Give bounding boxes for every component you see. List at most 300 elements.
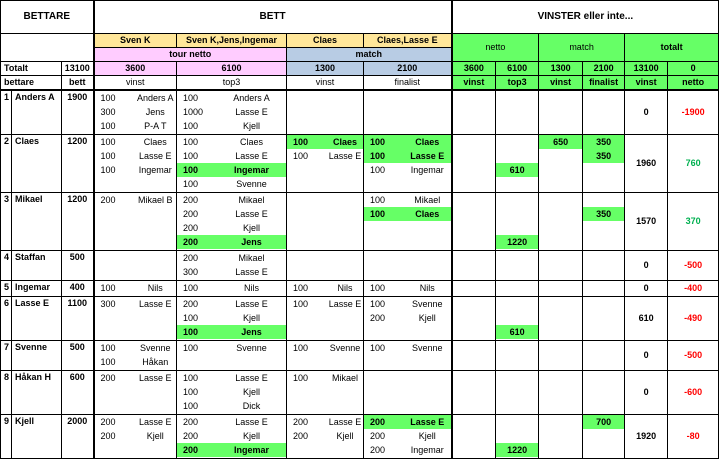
bettor-name-value: Staffan	[15, 252, 46, 262]
stake-amount: 100	[100, 137, 116, 147]
bet-top3-entry	[177, 281, 286, 295]
win-total	[625, 281, 668, 297]
stake-amount: 100	[370, 209, 386, 219]
bettor-nr	[1, 281, 12, 297]
win-total	[625, 251, 668, 281]
bet-finalist-entry	[364, 297, 451, 311]
bettor-bet	[62, 415, 94, 459]
stake-amount: 100	[183, 387, 199, 397]
bettor-name-value: Kjell	[15, 416, 35, 426]
bettor-bet-value: 1200	[67, 194, 88, 204]
stake-amount: 200	[100, 431, 116, 441]
bettor-bet-value: 600	[69, 372, 85, 382]
bet-top3-entry	[177, 221, 286, 235]
stake-amount: 100	[183, 165, 199, 175]
bettor-name-value: Svenne	[15, 342, 48, 352]
bettor-row	[1, 135, 719, 193]
bet-top3	[177, 341, 287, 371]
win-top3-value: 1220	[496, 443, 538, 457]
win-top3	[496, 341, 539, 371]
bet-vinst	[94, 193, 177, 251]
win-vinst	[452, 281, 496, 297]
bettor-row	[1, 371, 719, 415]
bet-top3-entry	[177, 91, 286, 105]
win-total-value: 1960	[636, 158, 657, 168]
stake-amount: 100	[183, 327, 199, 337]
win-top3	[496, 281, 539, 297]
pick-name: Svenne	[412, 343, 443, 353]
bettor-row	[1, 341, 719, 371]
bettor-bet-value: 1200	[67, 136, 88, 146]
bettor-bet-value: 500	[69, 342, 85, 352]
stake-amount: 100	[370, 343, 386, 353]
win-top3	[496, 135, 539, 193]
win-pool-total: 13100	[625, 62, 668, 76]
bet-match-vinst	[287, 193, 364, 251]
totals-label: Totalt	[1, 62, 62, 76]
win-netto-value: -1900	[681, 107, 705, 117]
bet-top3	[177, 135, 287, 193]
win-group-netto: netto	[452, 34, 539, 62]
win-finalist-value: 350	[583, 135, 624, 149]
stake-amount: 100	[100, 343, 116, 353]
pick-name: Lasse E	[235, 417, 268, 427]
win-netto-value: -400	[684, 283, 703, 293]
stake-amount: 100	[183, 137, 199, 147]
bettor-nr-value: 2	[4, 136, 10, 146]
bet-vinst-entry	[95, 297, 177, 311]
win-group-match: match	[539, 34, 625, 62]
stake-amount: 100	[183, 401, 199, 411]
win-pool-4: 2100	[583, 62, 625, 76]
pick-name: Lasse E	[139, 373, 172, 383]
bettor-bet	[62, 297, 94, 341]
bet-finalist	[364, 341, 452, 371]
stake-amount: 100	[293, 137, 309, 147]
bet-top3	[177, 193, 287, 251]
bet-person-1: Sven K	[94, 34, 177, 48]
pick-name: Claes	[143, 137, 167, 147]
win-vinst	[452, 371, 496, 415]
bet-match-vinst-entry	[287, 297, 363, 311]
pick-name: P-A T	[144, 121, 167, 131]
stake-amount: 100	[183, 179, 199, 189]
bettor-name	[12, 281, 62, 297]
bettor-bet-value: 400	[69, 282, 85, 292]
pick-name: Lasse E	[139, 151, 172, 161]
win-top3	[496, 297, 539, 341]
win-finalist	[583, 251, 625, 281]
bet-vinst-entry	[95, 281, 177, 295]
bet-top3-entry	[177, 399, 286, 413]
win-total-value: 0	[643, 107, 649, 117]
win-pool-netto: 0	[668, 62, 719, 76]
bet-vinst-entry	[95, 105, 177, 119]
pick-name: Jens	[241, 237, 262, 247]
bet-match-vinst	[287, 135, 364, 193]
bet-top3-entry	[177, 163, 286, 177]
pick-name: Kjell	[336, 431, 354, 441]
stake-amount: 100	[100, 165, 116, 175]
bet-person-3: Claes	[287, 34, 364, 48]
pick-name: Mikael	[238, 253, 265, 263]
bet-vinst-entry	[95, 429, 177, 443]
win-netto-value: 370	[685, 216, 701, 226]
win-vinst	[452, 415, 496, 459]
win-total-value: 0	[643, 350, 649, 360]
bet-match-vinst-entry	[287, 135, 363, 149]
bet-finalist-entry	[364, 415, 451, 429]
win-finalist	[583, 371, 625, 415]
win-netto	[668, 251, 719, 281]
stake-amount: 300	[100, 107, 116, 117]
bet-top3-entry	[177, 443, 286, 457]
win-finalist	[583, 297, 625, 341]
bettor-name	[12, 193, 62, 251]
bet-vinst	[94, 281, 177, 297]
type-4: finalist	[364, 76, 452, 91]
bet-finalist-entry	[364, 341, 451, 355]
win-match-vinst	[539, 193, 583, 251]
bet-match-vinst-entry	[287, 415, 363, 429]
section-vinster: VINSTER eller inte...	[452, 1, 719, 34]
bet-vinst-entry	[95, 415, 177, 429]
win-total-value: 0	[643, 283, 649, 293]
win-total-value: 0	[643, 387, 649, 397]
bet-vinst	[94, 297, 177, 341]
group-tour-netto: tour netto	[94, 48, 287, 62]
stake-amount: 100	[370, 283, 386, 293]
stake-amount: 200	[370, 445, 386, 455]
bet-vinst	[94, 135, 177, 193]
bettor-bet-value: 1900	[67, 92, 88, 102]
bet-top3	[177, 281, 287, 297]
bet-finalist	[364, 193, 452, 251]
pick-name: Claes	[415, 209, 440, 219]
pick-name: Claes	[333, 137, 358, 147]
bettor-nr	[1, 135, 12, 193]
stake-amount: 200	[370, 313, 386, 323]
win-total-value: 1920	[636, 431, 657, 441]
type-2: top3	[177, 76, 287, 91]
win-finalist	[583, 281, 625, 297]
bet-vinst	[94, 371, 177, 415]
win-total	[625, 415, 668, 459]
bet-top3-entry	[177, 193, 286, 207]
win-group-totalt: totalt	[625, 34, 719, 62]
pick-name: Lasse E	[235, 299, 268, 309]
bet-top3-entry	[177, 149, 286, 163]
stake-amount: 300	[100, 299, 116, 309]
win-netto	[668, 341, 719, 371]
bettor-name-value: Ingemar	[15, 282, 51, 292]
win-total	[625, 297, 668, 341]
win-finalist	[583, 135, 625, 193]
pick-name: Svenne	[329, 343, 361, 353]
pick-name: Ingemar	[234, 165, 270, 175]
bettor-bet	[62, 251, 94, 281]
bet-vinst-entry	[95, 163, 177, 177]
pick-name: Nils	[147, 283, 163, 293]
win-vinst	[452, 135, 496, 193]
win-finalist-value: 350	[583, 207, 624, 221]
win-netto-value: -500	[684, 260, 703, 270]
stake-amount: 100	[370, 195, 386, 205]
bettor-nr	[1, 371, 12, 415]
win-total	[625, 193, 668, 251]
win-vinst	[452, 297, 496, 341]
bettor-name-value: Anders A	[15, 92, 55, 102]
bettor-nr	[1, 341, 12, 371]
pick-name: Lasse E	[139, 417, 172, 427]
bet-vinst-entry	[95, 119, 177, 133]
stake-amount: 200	[100, 195, 116, 205]
pick-name: Kjell	[146, 431, 164, 441]
win-vinst	[452, 251, 496, 281]
bet-top3-entry	[177, 105, 286, 119]
stake-amount: 100	[183, 283, 199, 293]
win-finalist	[583, 90, 625, 135]
bet-vinst-entry	[95, 341, 177, 355]
stake-amount: 200	[370, 431, 386, 441]
bettor-nr	[1, 297, 12, 341]
stake-amount: 200	[183, 253, 199, 263]
bet-finalist-entry	[364, 149, 451, 163]
bettor-row	[1, 281, 719, 297]
stake-amount: 300	[183, 267, 199, 277]
bettor-row	[1, 90, 719, 135]
stake-amount: 100	[293, 343, 309, 353]
stake-amount: 200	[370, 417, 386, 427]
bet-top3-entry	[177, 265, 286, 279]
bet-finalist-entry	[364, 311, 451, 325]
pool-4: 2100	[364, 62, 452, 76]
stake-amount: 100	[370, 299, 386, 309]
win-netto	[668, 371, 719, 415]
bet-match-vinst	[287, 341, 364, 371]
bet-match-vinst-entry	[287, 371, 363, 385]
pick-name: Jens	[145, 107, 165, 117]
pick-name: Lasse E	[139, 299, 172, 309]
win-top3	[496, 90, 539, 135]
win-netto	[668, 193, 719, 251]
stake-amount: 100	[370, 137, 386, 147]
bettor-nr-value: 3	[4, 194, 10, 204]
bet-top3	[177, 371, 287, 415]
win-type-2: top3	[496, 76, 539, 91]
pick-name: Kjell	[418, 431, 436, 441]
bettor-nr	[1, 415, 12, 459]
bet-finalist-entry	[364, 281, 451, 295]
pick-name: Ingemar	[410, 165, 444, 175]
bettor-nr-value: 6	[4, 298, 10, 308]
bettor-nr-value: 7	[4, 342, 10, 352]
win-finalist	[583, 193, 625, 251]
bet-match-vinst	[287, 251, 364, 281]
win-type-3: vinst	[539, 76, 583, 91]
bet-top3-entry	[177, 341, 286, 355]
bettor-bet	[62, 135, 94, 193]
bet-person-4: Claes,Lasse E	[364, 34, 452, 48]
stake-amount: 100	[183, 373, 199, 383]
win-top3-value: 610	[496, 163, 538, 177]
pick-name: Claes	[415, 137, 440, 147]
stake-amount: 100	[370, 165, 386, 175]
bet-finalist	[364, 281, 452, 297]
win-top3	[496, 251, 539, 281]
bettor-bet-value: 1100	[67, 298, 88, 308]
stake-amount: 100	[100, 151, 116, 161]
bet-top3	[177, 297, 287, 341]
pick-name: Svenne	[140, 343, 171, 353]
win-match-vinst	[539, 281, 583, 297]
win-pool-3: 1300	[539, 62, 583, 76]
win-vinst	[452, 341, 496, 371]
bet-match-vinst	[287, 297, 364, 341]
win-netto	[668, 415, 719, 459]
bettor-bet-value: 500	[69, 252, 85, 262]
pick-name: Svenne	[412, 299, 443, 309]
totals-amount: 13100	[62, 62, 94, 76]
bet-vinst-entry	[95, 91, 177, 105]
stake-amount: 200	[183, 195, 199, 205]
pick-name: Håkan	[142, 357, 169, 367]
stake-amount: 100	[183, 343, 199, 353]
bet-vinst	[94, 90, 177, 135]
stake-amount: 100	[183, 93, 199, 103]
pick-name: Kjell	[243, 223, 261, 233]
bet-finalist-entry	[364, 429, 451, 443]
win-netto-value: -490	[684, 313, 703, 323]
bet-top3-entry	[177, 235, 286, 249]
group-match: match	[287, 48, 452, 62]
bettor-nr	[1, 90, 12, 135]
win-match-vinst	[539, 341, 583, 371]
win-match-vinst	[539, 90, 583, 135]
stake-amount: 200	[100, 373, 116, 383]
col-label-bettare: bettare	[1, 76, 62, 91]
bet-person-2: Sven K,Jens,Ingemar	[177, 34, 287, 48]
win-total-value: 610	[638, 313, 654, 323]
bet-top3-entry	[177, 297, 286, 311]
bet-match-vinst-entry	[287, 281, 363, 295]
section-bett: BETT	[94, 1, 452, 34]
bet-top3	[177, 90, 287, 135]
bettor-name-value: Claes	[15, 136, 40, 146]
pick-name: Ingemar	[410, 445, 444, 455]
win-match-vinst-value: 650	[539, 135, 582, 149]
win-top3	[496, 371, 539, 415]
win-type-netto: netto	[668, 76, 719, 91]
bet-top3-entry	[177, 177, 286, 191]
bet-vinst	[94, 251, 177, 281]
stake-amount: 200	[100, 417, 116, 427]
win-type-1: vinst	[452, 76, 496, 91]
bet-top3-entry	[177, 207, 286, 221]
stake-amount: 200	[183, 445, 199, 455]
win-match-vinst	[539, 251, 583, 281]
bettor-bet	[62, 371, 94, 415]
win-finalist	[583, 415, 625, 459]
win-pool-2: 6100	[496, 62, 539, 76]
stake-amount: 200	[183, 209, 199, 219]
win-finalist	[583, 341, 625, 371]
stake-amount: 100	[293, 283, 309, 293]
pick-name: Svenne	[236, 343, 267, 353]
bet-finalist	[364, 135, 452, 193]
stake-amount: 100	[100, 93, 116, 103]
bettor-bet-value: 2000	[67, 416, 88, 426]
bettor-nr-value: 8	[4, 372, 10, 382]
bettor-nr	[1, 251, 12, 281]
win-total	[625, 341, 668, 371]
pick-name: Kjell	[243, 387, 261, 397]
pick-name: Lasse E	[410, 417, 445, 427]
bet-finalist	[364, 251, 452, 281]
bettor-nr-value: 5	[4, 282, 10, 292]
bet-top3-entry	[177, 135, 286, 149]
bet-top3-entry	[177, 415, 286, 429]
bettor-bet	[62, 90, 94, 135]
stake-amount: 100	[293, 299, 309, 309]
bettor-bet	[62, 193, 94, 251]
pool-3: 1300	[287, 62, 364, 76]
win-finalist-value: 350	[583, 149, 624, 163]
pick-name: Kjell	[243, 431, 261, 441]
pick-name: Lasse E	[235, 151, 268, 161]
stake-amount: 100	[100, 357, 116, 367]
bettor-row	[1, 193, 719, 251]
bet-finalist-entry	[364, 163, 451, 177]
bet-top3-entry	[177, 119, 286, 133]
type-3: vinst	[287, 76, 364, 91]
pick-name: Kjell	[243, 313, 261, 323]
pick-name: Lasse E	[235, 267, 268, 277]
bet-finalist	[364, 415, 452, 459]
stake-amount: 100	[370, 151, 386, 161]
pick-name: Anders A	[137, 93, 174, 103]
bet-finalist-entry	[364, 135, 451, 149]
pick-name: Lasse E	[328, 417, 362, 427]
bet-top3-entry	[177, 251, 286, 265]
pick-name: Mikael	[238, 195, 265, 205]
bettor-nr-value: 1	[4, 92, 10, 102]
win-vinst	[452, 90, 496, 135]
win-netto	[668, 281, 719, 297]
bet-finalist-entry	[364, 193, 451, 207]
stake-amount: 200	[183, 431, 199, 441]
bet-finalist	[364, 90, 452, 135]
win-type-4: finalist	[583, 76, 625, 91]
bettor-row	[1, 415, 719, 459]
stake-amount: 100	[100, 283, 116, 293]
stake-amount: 200	[183, 223, 199, 233]
pick-name: Mikael	[414, 195, 441, 205]
bet-finalist-entry	[364, 207, 451, 221]
win-pool-1: 3600	[452, 62, 496, 76]
pick-name: Mikael B	[138, 195, 173, 205]
bet-match-vinst	[287, 281, 364, 297]
win-netto-value: -600	[684, 387, 703, 397]
win-total-value: 0	[643, 260, 649, 270]
bet-finalist	[364, 297, 452, 341]
pick-name: Anders A	[233, 93, 270, 103]
stake-amount: 200	[183, 417, 199, 427]
bet-top3-entry	[177, 385, 286, 399]
stake-amount: 1000	[183, 107, 204, 117]
bettor-bet	[62, 341, 94, 371]
type-1: vinst	[94, 76, 177, 91]
